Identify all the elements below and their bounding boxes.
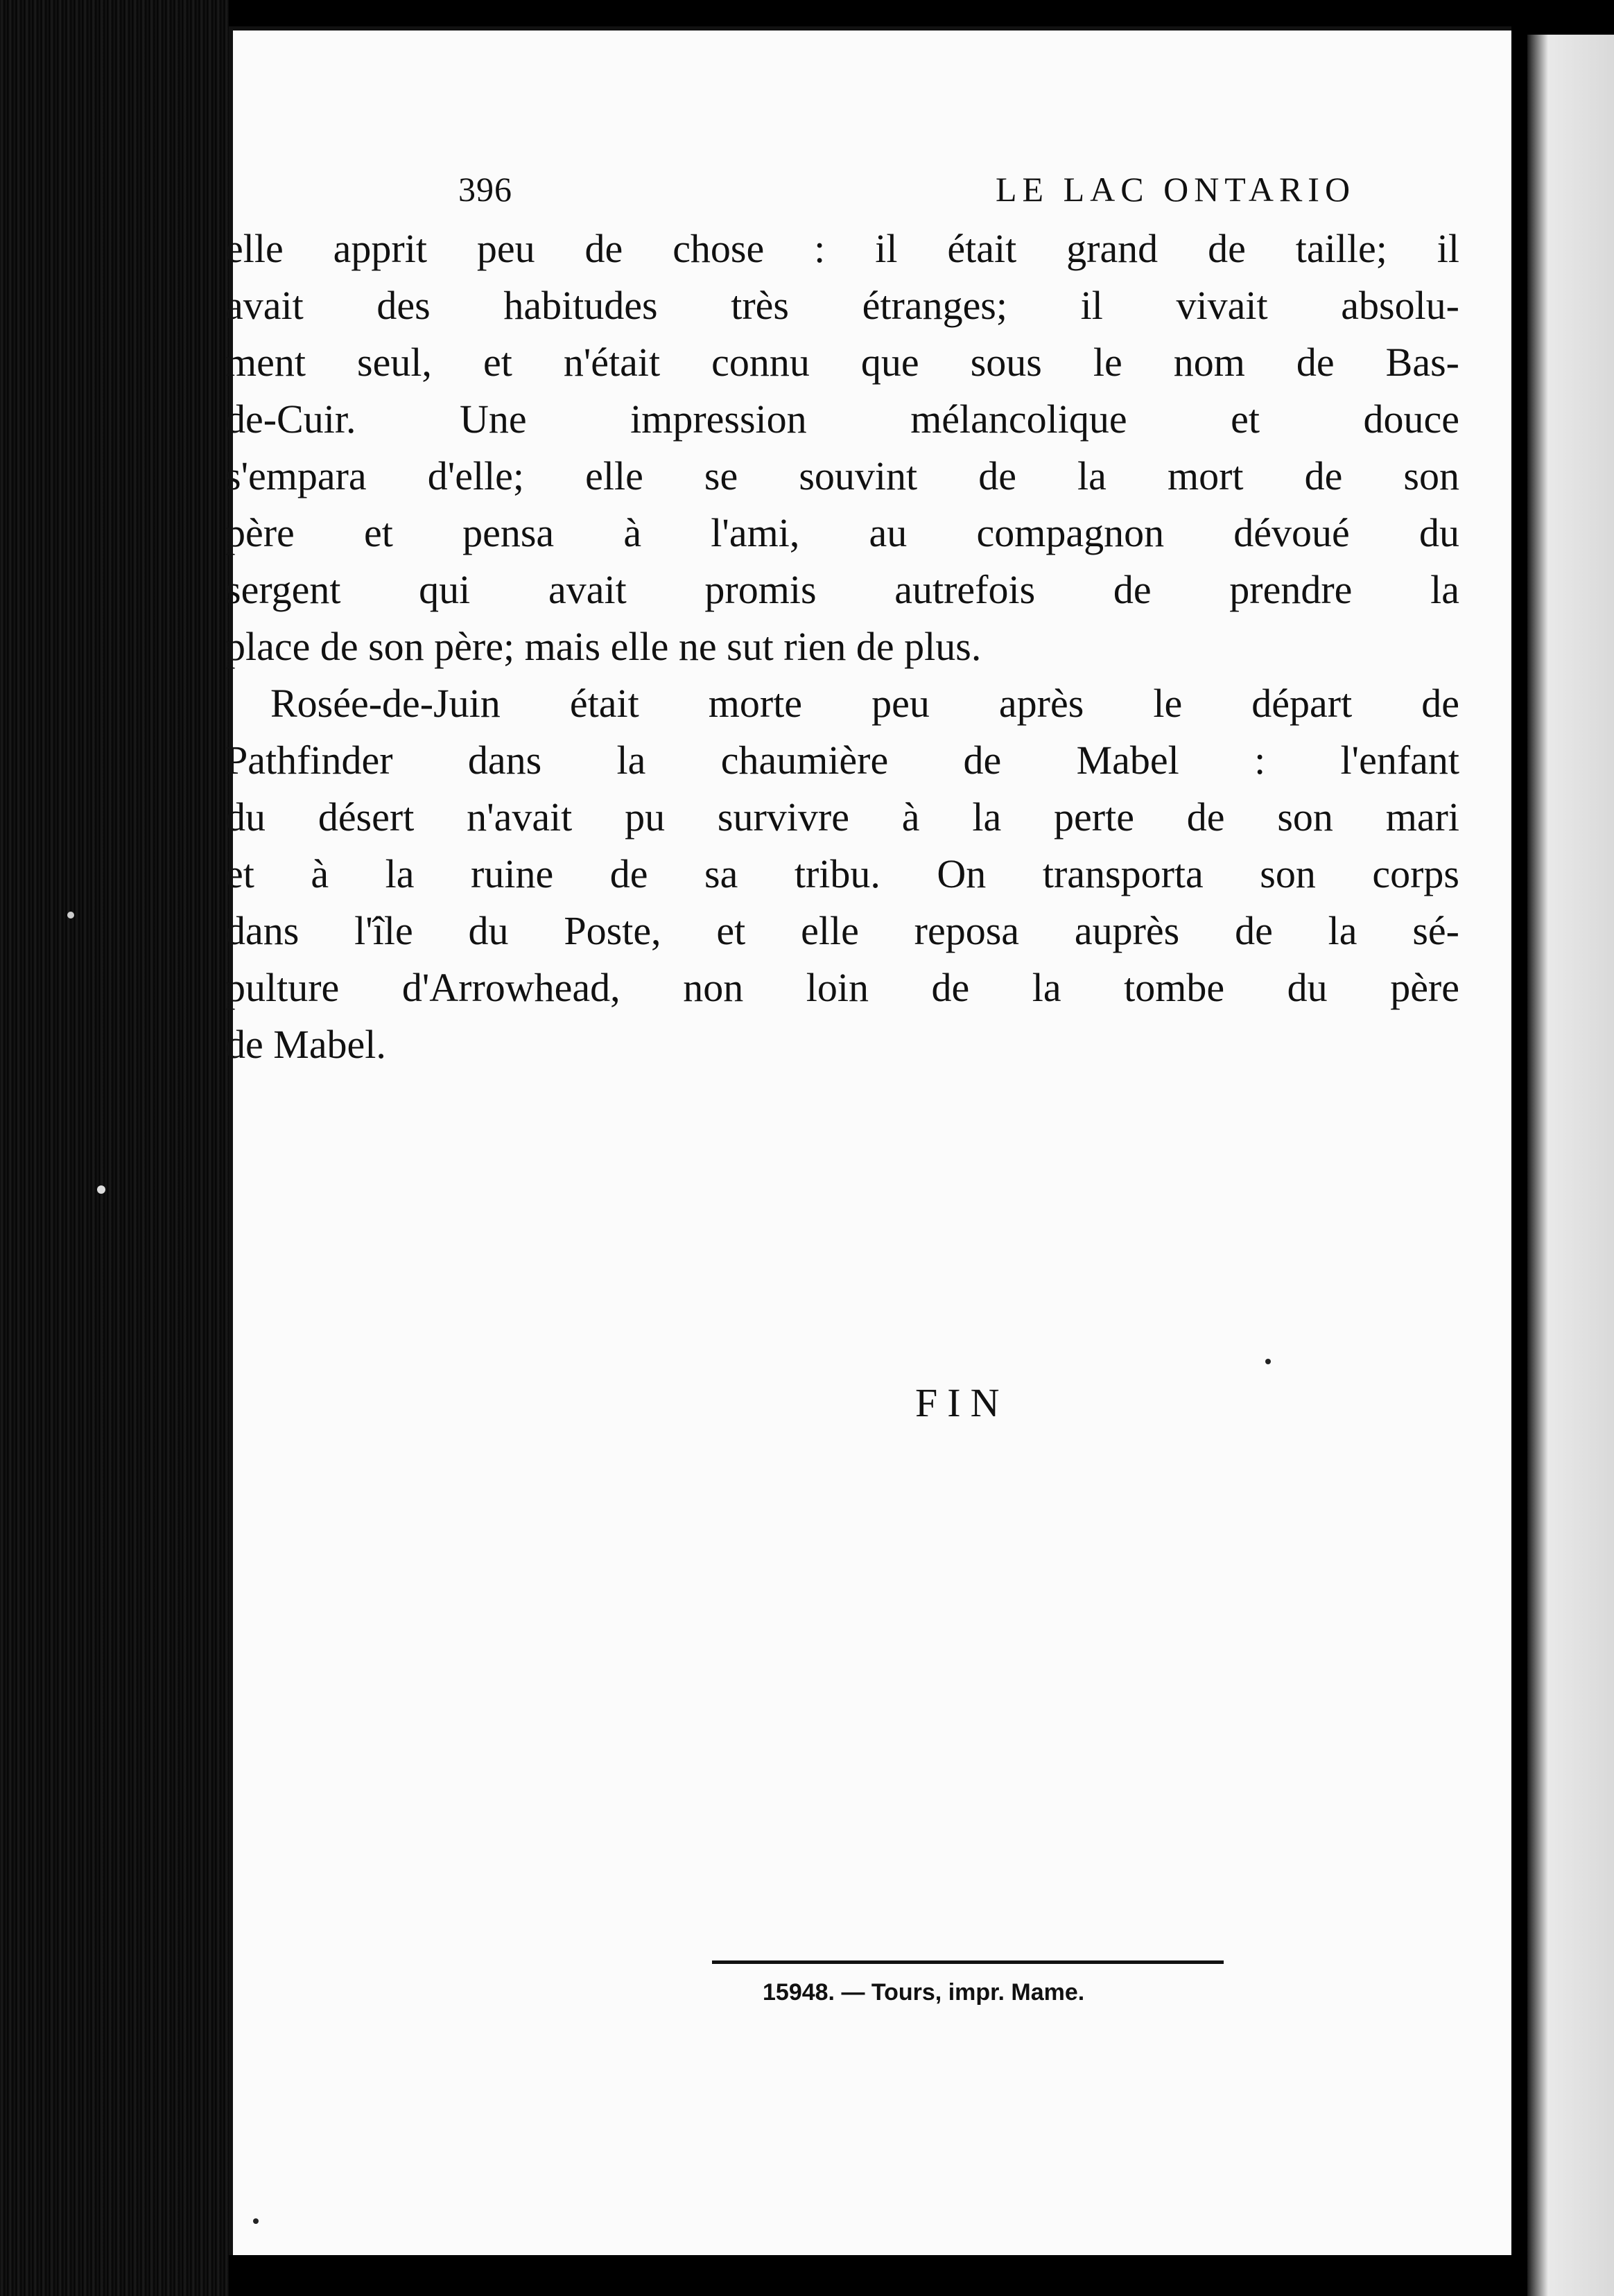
text-line: père et pensa à l'ami, au compagnon dévoué du [225, 510, 1459, 555]
text-line: s'empara d'elle; elle se souvint de la mort de son [225, 453, 1459, 498]
ink-speck [253, 2218, 259, 2224]
text-line: Pathfinder dans la chaumière de Mabel : l'enfant [225, 738, 1459, 783]
colophon-rule [712, 1960, 1224, 1964]
fin-label: FIN [915, 1380, 1009, 1425]
text-line: et à la ruine de sa tribu. On transporta son corps [225, 851, 1459, 896]
text-line: du désert n'avait pu survivre à la perte de son mari [225, 794, 1459, 840]
paragraph-2 [225, 675, 1459, 1073]
text-line: de-Cuir. Une impression mélancolique et douce [225, 397, 1459, 442]
running-title: LE LAC ONTARIO [996, 170, 1356, 209]
text-line: dans l'île du Poste, et elle reposa auprès de la sé- [225, 908, 1459, 953]
text-line: Rosée-de-Juin était morte peu après le départ de [270, 681, 1459, 726]
text-line: avait des habitudes très étranges; il vivait absolu- [225, 283, 1459, 328]
adjacent-page-edge [1527, 35, 1614, 2296]
paragraph-1 [225, 220, 1459, 675]
text-line: de Mabel. [225, 1022, 386, 1067]
page-number: 396 [458, 170, 512, 209]
text-line: elle apprit peu de chose : il était grand de taille; il [225, 226, 1459, 271]
running-head [458, 169, 1467, 218]
ink-speck [1265, 1359, 1271, 1364]
book-binding [0, 0, 229, 2296]
text-line: place de son père; mais elle ne sut rien de plus. [225, 624, 982, 669]
text-line: pulture d'Arrowhead, non loin de la tombe du père [225, 965, 1459, 1010]
body-text [225, 220, 1459, 1073]
ink-speck [67, 912, 74, 919]
printer-colophon: 15948. — Tours, impr. Mame. [763, 1979, 1085, 2006]
ink-speck [97, 1185, 105, 1194]
text-line: sergent qui avait promis autrefois de prendre la [225, 567, 1459, 612]
text-line: ment seul, et n'était connu que sous le nom de Bas- [225, 340, 1459, 385]
